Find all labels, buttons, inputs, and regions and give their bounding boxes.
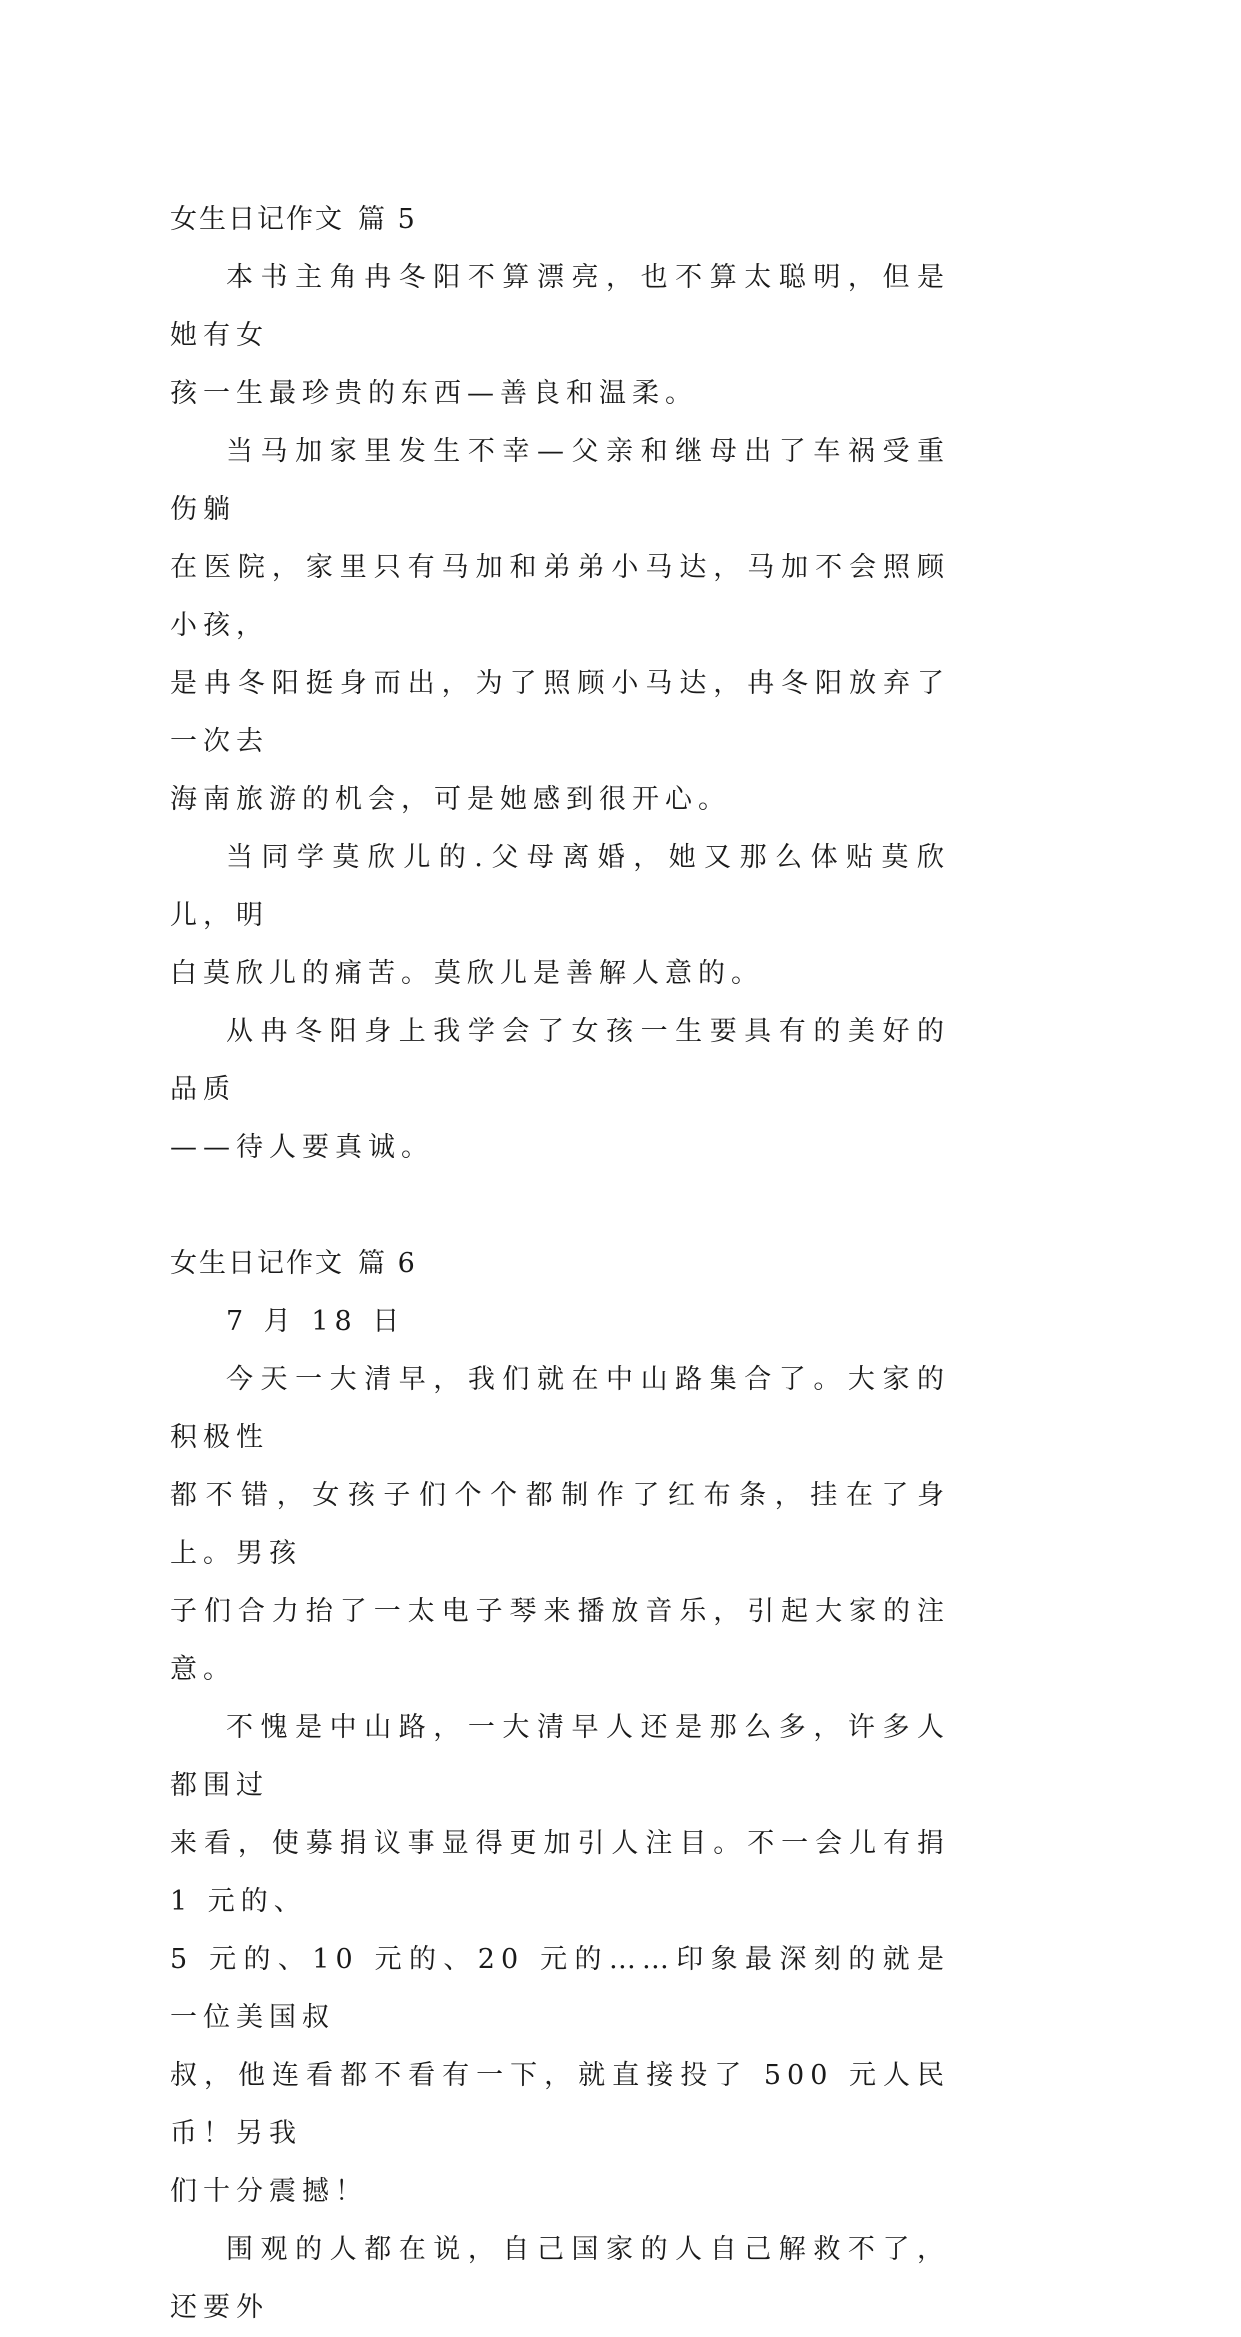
section-6	[170, 1235, 950, 2337]
document-page	[170, 191, 950, 2337]
section-title-text: 女生日记作文	[170, 1248, 344, 1279]
section-number: 篇 5	[358, 204, 417, 235]
paragraph: 从冉冬阳身上我学会了女孩一生要具有的美好的品质 ——待人要真诚。	[170, 1016, 950, 1163]
paragraph: 当同学莫欣儿的.父母离婚，她又那么体贴莫欣儿，明 白莫欣儿的痛苦。莫欣儿是善解人意的。	[170, 842, 950, 989]
section-title-text: 女生日记作文	[170, 204, 344, 235]
section-title	[170, 1235, 950, 1293]
section-number: 篇 6	[358, 1248, 417, 1279]
paragraph: 当马加家里发生不幸—父亲和继母出了车祸受重伤躺 在医院，家里只有马加和弟弟小马达，马加不会照顾小孩， 是冉冬阳挺身而出，为了照顾小马达，冉冬阳放弃了一次去 海南旅游的机会，可是她感到很开心。	[170, 436, 950, 815]
paragraph: 不愧是中山路，一大清早人还是那么多，许多人都围过 来看，使募捐议事显得更加引人注目。不一会儿有捐 1 元的、 5 元的、10 元的、20 元的……印象最深刻的就是一位美国叔 叔，他连看都不看有一下，就直接投了 500 元人民币！另我 们十分震撼！	[170, 1712, 950, 2207]
paragraph: 今天一大清早，我们就在中山路集合了。大家的积极性 都不错，女孩子们个个都制作了红布条，挂在了身上。男孩 子们合力抬了一太电子琴来播放音乐，引起大家的注意。	[170, 1364, 950, 1685]
section-title	[170, 191, 950, 249]
date-line: 7 月 18 日	[226, 1306, 406, 1337]
paragraph: 围观的人都在说，自己国家的人自己解救不了，还要外	[170, 2234, 950, 2323]
section-5	[170, 191, 950, 1177]
paragraph: 本书主角冉冬阳不算漂亮，也不算太聪明，但是她有女 孩一生最珍贵的东西—善良和温柔。	[170, 262, 950, 409]
